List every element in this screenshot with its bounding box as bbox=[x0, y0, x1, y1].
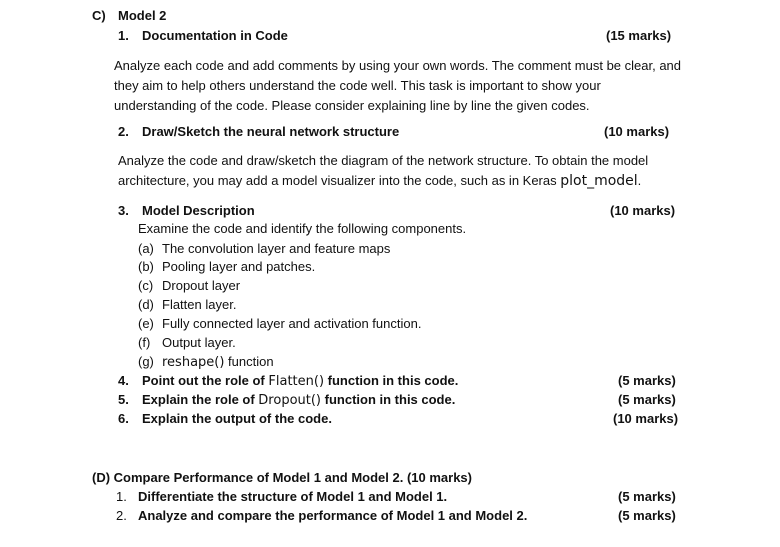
q4-marks: (5 marks) bbox=[618, 373, 676, 388]
q5-marks: (5 marks) bbox=[618, 392, 676, 407]
q2-line-text: architecture, you may add a model visualizer into the code, such as in Keras bbox=[118, 173, 561, 188]
q3-title: Model Description bbox=[142, 203, 255, 218]
q2-description bbox=[118, 151, 648, 191]
q5-number: 5. bbox=[118, 392, 129, 407]
q3-item bbox=[138, 278, 241, 293]
q1-line: understanding of the code. Please consider explaining line by line the given codes. bbox=[114, 98, 590, 113]
q1-description bbox=[114, 56, 681, 116]
q1-title: Documentation in Code bbox=[142, 28, 288, 43]
q5-title-post: function in this code. bbox=[321, 392, 456, 407]
q4-title-pre: Point out the role of bbox=[142, 373, 269, 388]
q2-code: plot_model bbox=[560, 173, 638, 189]
q4-code: Flatten() bbox=[268, 374, 325, 389]
q2-line bbox=[118, 171, 648, 191]
q3-item bbox=[138, 316, 422, 331]
q3-item-letter: (g) bbox=[138, 354, 154, 369]
q2-line-end: . bbox=[637, 173, 642, 188]
q3-item-letter: (c) bbox=[138, 278, 154, 293]
q3-item-code: reshape() bbox=[162, 355, 225, 370]
section-c-label: C) bbox=[92, 8, 106, 23]
section-d-title: (D) Compare Performance of Model 1 and Model 2. (10 marks) bbox=[92, 470, 472, 485]
q3-item bbox=[138, 335, 236, 350]
d-item-number: 1. bbox=[116, 489, 127, 504]
q4-title bbox=[142, 373, 458, 389]
q1-number: 1. bbox=[118, 28, 129, 43]
q3-item-text: Flatten layer. bbox=[162, 297, 237, 312]
d-item-text: Analyze and compare the performance of Model 1 and Model 2. bbox=[138, 508, 528, 523]
section-c-title: Model 2 bbox=[118, 8, 167, 23]
q3-item-letter: (f) bbox=[138, 335, 151, 350]
q3-item-text: function bbox=[224, 354, 274, 369]
q3-intro: Examine the code and identify the following components. bbox=[138, 221, 467, 236]
q1-line: Analyze each code and add comments by using your own words. The comment must be clear, and bbox=[114, 58, 682, 73]
q6-number: 6. bbox=[118, 411, 129, 426]
q3-item-letter: (e) bbox=[138, 316, 154, 331]
q2-line: Analyze the code and draw/sketch the diagram of the network structure. To obtain the model bbox=[118, 153, 649, 168]
q3-item bbox=[138, 259, 316, 274]
q3-item-text: Dropout layer bbox=[162, 278, 241, 293]
q2-title: Draw/Sketch the neural network structure bbox=[142, 124, 400, 139]
q3-item bbox=[138, 297, 237, 312]
q2-number: 2. bbox=[118, 124, 129, 139]
q3-number: 3. bbox=[118, 203, 129, 218]
q3-item-text: The convolution layer and feature maps bbox=[162, 241, 391, 256]
q4-title-post: function in this code. bbox=[324, 373, 459, 388]
q6-marks: (10 marks) bbox=[613, 411, 679, 426]
q1-marks: (15 marks) bbox=[606, 28, 672, 43]
q3-item-text: Output layer. bbox=[162, 335, 236, 350]
q3-item-letter: (d) bbox=[138, 297, 154, 312]
d-item-marks: (5 marks) bbox=[618, 489, 676, 504]
q3-item-letter: (a) bbox=[138, 241, 154, 256]
q3-item bbox=[138, 241, 391, 256]
d-item-number: 2. bbox=[116, 508, 127, 523]
d-item-text: Differentiate the structure of Model 1 and Model 1. bbox=[138, 489, 448, 504]
q2-marks: (10 marks) bbox=[604, 124, 670, 139]
q3-item bbox=[138, 354, 274, 370]
q3-item-text: Fully connected layer and activation function. bbox=[162, 316, 422, 331]
q5-title bbox=[142, 392, 455, 408]
q5-code: Dropout() bbox=[258, 393, 322, 408]
q5-title-pre: Explain the role of bbox=[142, 392, 259, 407]
d-item-marks: (5 marks) bbox=[618, 508, 676, 523]
q3-item-text: Pooling layer and patches. bbox=[162, 259, 316, 274]
q1-line: they aim to help others understand the code well. This task is important to show your bbox=[114, 78, 601, 93]
q3-item-letter: (b) bbox=[138, 259, 154, 274]
q3-marks: (10 marks) bbox=[610, 203, 676, 218]
q6-title: Explain the output of the code. bbox=[142, 411, 332, 426]
q4-number: 4. bbox=[118, 373, 129, 388]
